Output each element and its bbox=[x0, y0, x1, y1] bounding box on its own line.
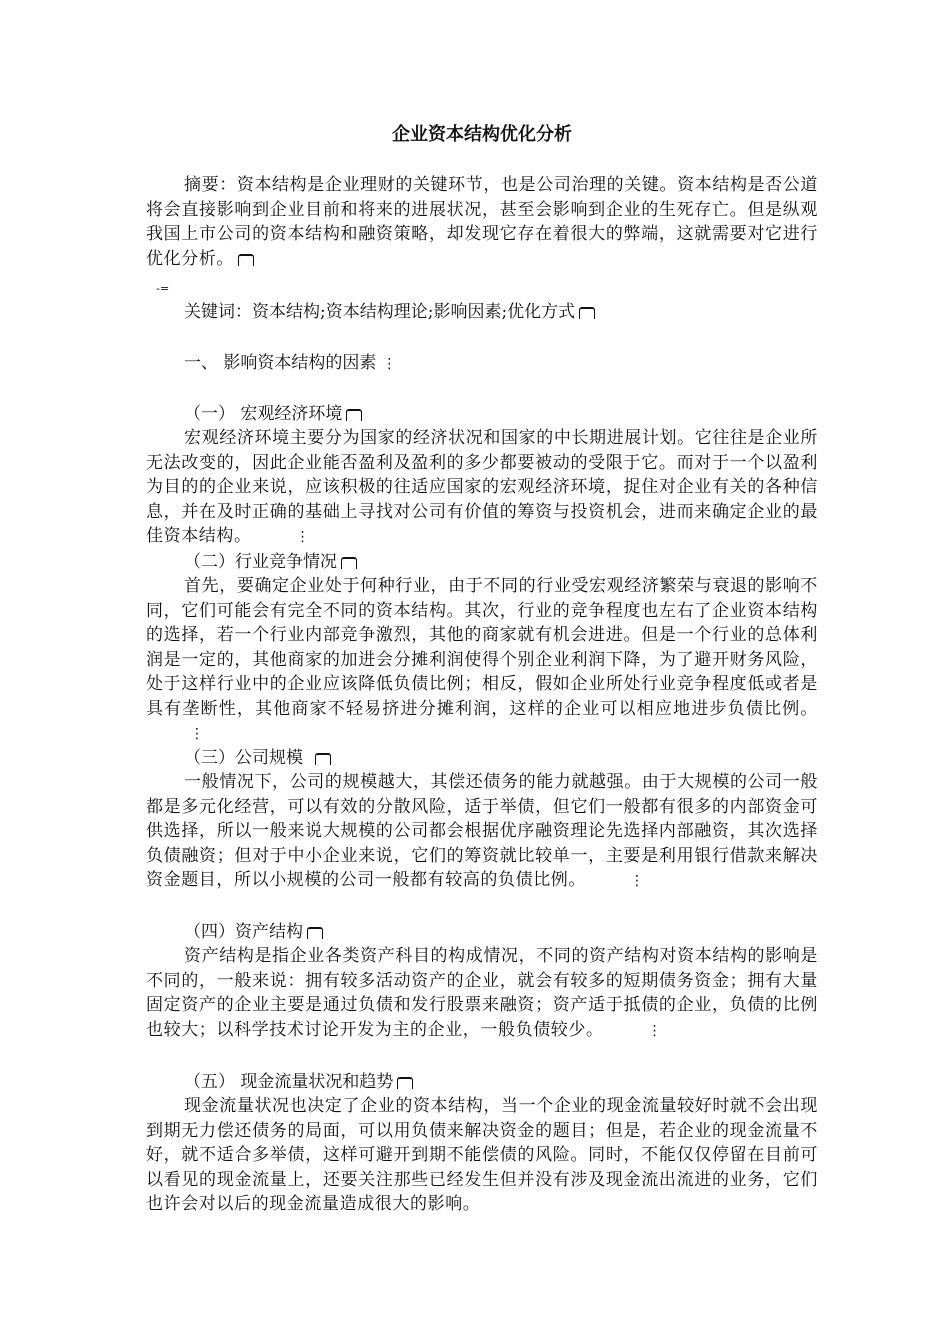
ellipsis-mark-icon: ⋮ bbox=[647, 1022, 663, 1039]
subsection-3-text: 一般情况下，公司的规模越大，其偿还债务的能力就越强。由于大规模的公司一般都是多元化经营，可以有效的分散风险，适于举债，但它们一般都有很多的内部资金可供选择，所以一般来说大规模的公司都会根据优序融资理论先选择内部融资，其次选择负债融资；但对于中小企业来说，它们的筹资就比较单一，主要是利用银行借款来解决资金题目，所以小规模的公司一般都有较高的负债比例。 bbox=[146, 772, 818, 890]
subsection-3-paragraph bbox=[146, 770, 818, 894]
subsection-heading-3 bbox=[184, 746, 331, 770]
subsection-5-paragraph bbox=[146, 1094, 818, 1217]
ellipsis-mark-icon: ⋮ bbox=[382, 356, 397, 372]
document-title: 企业资本结构优化分析 bbox=[392, 124, 572, 145]
stray-mark: -= bbox=[156, 282, 170, 295]
subsection-2-text: 首先，要确定企业处于何种行业，由于不同的行业受宏观经济繁荣与衰退的影响不同，它们可能会有完全不同的资本结构。其次，行业的竞争程度也左右了企业资本结构的选择，若一个行业内部竞争激烈，其他的商家就有机会进进。但是一个行业的总体利润是一定的，其他商家的加进会分摊利润使得个别企业利润下降，为了避开财务风险，处于这样行业中的企业应该降低负债比例；相反，假如企业所处行业竞争程度低或者是具有垄断性，其他商家不轻易挤进分摊利润，这样的企业可以相应地进步负债比例。 bbox=[146, 576, 818, 719]
ellipsis-mark-icon: ⋮ bbox=[190, 726, 205, 742]
section-heading-1-text: 一、 影响资本结构的因素 bbox=[184, 353, 377, 373]
paragraph-mark-icon bbox=[238, 254, 254, 266]
subsection-1-paragraph bbox=[146, 426, 818, 550]
subsection-4-paragraph bbox=[146, 944, 818, 1043]
abstract-paragraph bbox=[146, 173, 818, 271]
keywords-text: 关键词：资本结构;资本结构理论;影响因素;优化方式 bbox=[184, 302, 576, 322]
ellipsis-mark-icon: ⋮ bbox=[295, 529, 311, 545]
subsection-2-paragraph bbox=[146, 574, 818, 747]
subsection-heading-2 bbox=[184, 550, 357, 574]
subsection-heading-5 bbox=[184, 1070, 413, 1094]
paragraph-mark-icon bbox=[346, 409, 362, 421]
subsection-4-text: 资产结构是指企业各类资产科目的构成情况，不同的资产结构对资本结构的影响是不同的，一般来说：拥有较多活动资产的企业，就会有较多的短期债务资金；拥有大量固定资产的企业主要是通过负债和发行股票来融资；资产适于抵债的企业，负债的比例也较大；以科学技术讨论开发为主的企业，一般负债较少。 bbox=[146, 946, 818, 1040]
subsection-heading-1 bbox=[184, 402, 362, 426]
paragraph-mark-icon bbox=[397, 1077, 413, 1089]
subsection-5-text: 现金流量状况也决定了企业的资本结构，当一个企业的现金流量较好时就不会出现到期无力偿还债务的局面，可以用负债来解决资金的题目；但是，若企业的现金流量不好，就不适合多举债，这样可避开到期不能偿债的风险。同时，不能仅仅停留在目前可以看见的现金流量上，还要关注那些已经发生但并没有涉及现金流出流进的业务，它们也许会对以后的现金流量造成很大的影响。 bbox=[146, 1096, 818, 1214]
paragraph-mark-icon bbox=[307, 927, 323, 939]
subsection-1-text: 宏观经济环境主要分为国家的经济状况和国家的中长期进展计划。它往往是企业所无法改变的，因此企业能否盈利及盈利的多少都要被动的受限于它。而对于一个以盈利为目的的企业来说，应该积极的往适应国家的宏观经济环境，捉住对企业有关的各种信息，并在及时正确的基础上寻找对公司有价值的筹资与投资机会，进而来确定企业的最佳资本结构。 bbox=[146, 428, 818, 546]
subsection-heading-1-text: （一） 宏观经济环境 bbox=[184, 404, 343, 424]
section-heading-1 bbox=[184, 351, 396, 376]
paragraph-mark-icon bbox=[341, 557, 357, 569]
ellipsis-mark-icon: ⋮ bbox=[630, 873, 645, 889]
paragraph-mark-icon bbox=[315, 753, 331, 765]
keywords-line bbox=[184, 300, 595, 324]
abstract-text: 摘要：资本结构是企业理财的关键环节，也是公司治理的关键。资本结构是否公道将会直接影响到企业目前和将来的进展状况，甚至会影响到企业的生死存亡。但是纵观我国上市公司的资本结构和融资策略，却发现它存在着很大的弊端，这就需要对它进行优化分析。 bbox=[146, 175, 818, 269]
subsection-heading-3-text: （三）公司规模 bbox=[184, 748, 303, 768]
subsection-heading-4-text: （四）资产结构 bbox=[184, 922, 303, 942]
subsection-heading-4 bbox=[184, 920, 323, 944]
subsection-heading-5-text: （五） 现金流量状况和趋势 bbox=[184, 1072, 394, 1092]
subsection-heading-2-text: （二）行业竞争情况 bbox=[184, 552, 337, 572]
paragraph-mark-icon bbox=[579, 307, 595, 319]
